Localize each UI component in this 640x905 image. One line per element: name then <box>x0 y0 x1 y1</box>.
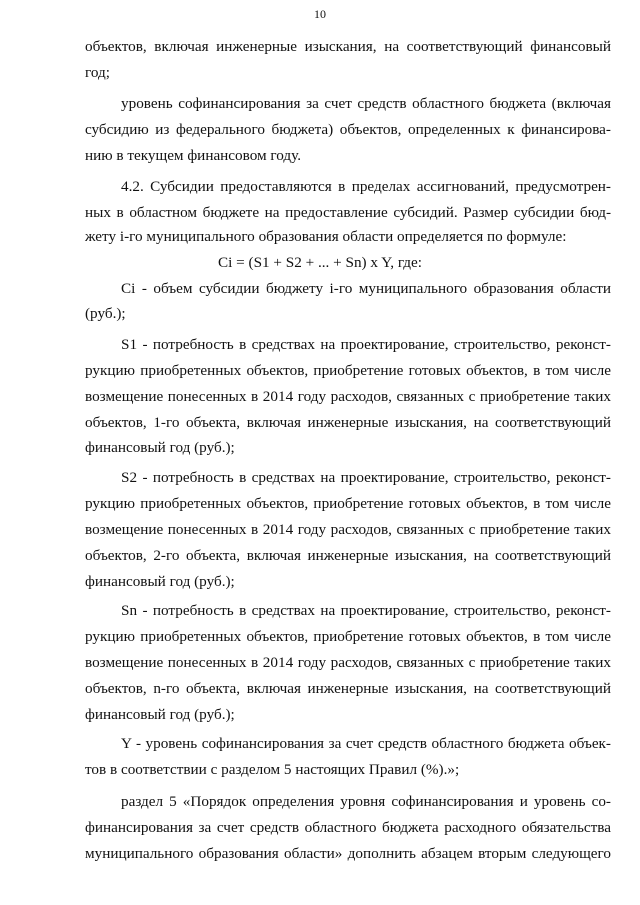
text-line: (руб.); <box>85 305 126 322</box>
text-line: субсидию из федерального бюджета) объектов, определенных к финансирова- <box>85 121 611 138</box>
text-line: финансовый год (руб.); <box>85 706 235 723</box>
text-line: Y - уровень софинансирования за счет средств областного бюджета объек- <box>121 735 611 752</box>
page-number: 10 <box>314 7 326 21</box>
text-line: тов в соответствии с разделом 5 настоящих Правил (%).»; <box>85 761 460 778</box>
text-line: ных в областном бюджете на предоставление субсидий. Размер субсидии бюд- <box>85 204 611 221</box>
text-line: финансирования за счет средств областного бюджета расходного обязательства <box>85 819 611 836</box>
text-line: рукцию приобретенных объектов, приобретение готовых объектов, в том числе <box>85 628 611 645</box>
text-line: Ci - объем субсидии бюджету i-го муниципального образования области <box>121 280 611 297</box>
text-line: S2 - потребность в средствах на проектирование, строительство, реконст- <box>121 469 611 486</box>
text-line: жету i-го муниципального образования области определяется по формуле: <box>85 228 567 245</box>
text-line: объектов, n-го объекта, включая инженерные изыскания, на соответствующий <box>85 680 611 697</box>
text-line: нию в текущем финансовом году. <box>85 147 302 164</box>
text-line: возмещение понесенных в 2014 году расходов, связанных с приобретение таких <box>85 521 611 538</box>
text-line: раздел 5 «Порядок определения уровня софинансирования и уровень со- <box>121 793 611 810</box>
text-line: объектов, 2-го объекта, включая инженерные изыскания, на соответствующий <box>85 547 611 564</box>
text-line: рукцию приобретенных объектов, приобретение готовых объектов, в том числе <box>85 495 611 512</box>
text-line: муниципального образования области» дополнить абзацем вторым следующего <box>85 845 611 862</box>
text-line: уровень софинансирования за счет средств областного бюджета (включая <box>121 95 611 112</box>
text-line: финансовый год (руб.); <box>85 573 235 590</box>
text-line: S1 - потребность в средствах на проектирование, строительство, реконст- <box>121 336 611 353</box>
text-line: год; <box>85 64 110 81</box>
text-line: объектов, включая инженерные изыскания, на соответствующий финансовый <box>85 38 611 55</box>
text-line: объектов, 1-го объекта, включая инженерные изыскания, на соответствующий <box>85 414 611 431</box>
text-line: возмещение понесенных в 2014 году расходов, связанных с приобретение таких <box>85 388 611 405</box>
text-line: рукцию приобретенных объектов, приобретение готовых объектов, в том числе <box>85 362 611 379</box>
formula: Ci = (S1 + S2 + ... + Sn) x Y, где: <box>218 254 422 271</box>
text-line: финансовый год (руб.); <box>85 439 235 456</box>
text-line: 4.2. Субсидии предоставляются в пределах ассигнований, предусмотрен- <box>121 178 611 195</box>
text-line: возмещение понесенных в 2014 году расходов, связанных с приобретение таких <box>85 654 611 671</box>
text-line: Sn - потребность в средствах на проектирование, строительство, реконст- <box>121 602 611 619</box>
